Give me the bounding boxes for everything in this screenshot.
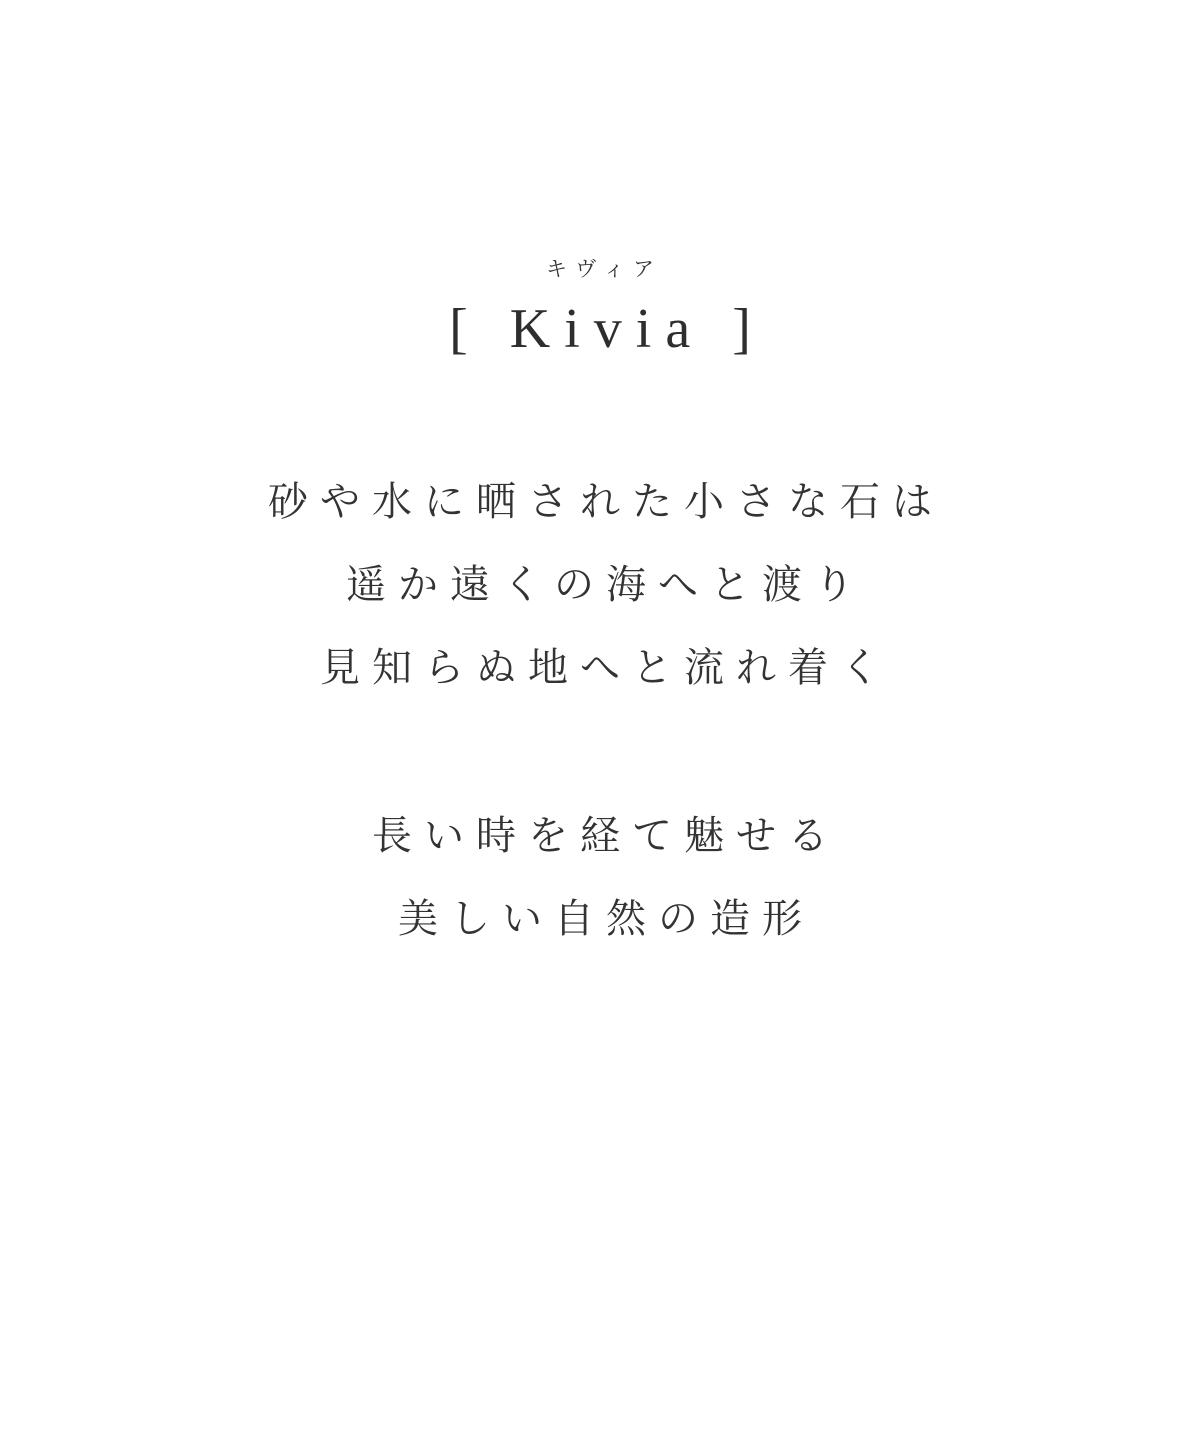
poem-line-1: 砂や水に晒された小さな石は xyxy=(268,479,944,524)
brand-poster xyxy=(0,256,1200,1456)
brand-title: [ Kivia ] xyxy=(449,298,765,360)
poem-stanza-1 xyxy=(0,460,1200,709)
brand-ruby-reading: キヴィア xyxy=(546,257,663,281)
poem-line-4: 長い時を経て魅せる xyxy=(372,813,840,858)
poem-stanza-2 xyxy=(0,794,1200,960)
poem-line-2: 遥か遠くの海へと渡り xyxy=(346,562,866,607)
poem-line-3: 見知らぬ地へと流れ着く xyxy=(320,645,892,690)
poem-line-5: 美しい自然の造形 xyxy=(398,896,814,941)
